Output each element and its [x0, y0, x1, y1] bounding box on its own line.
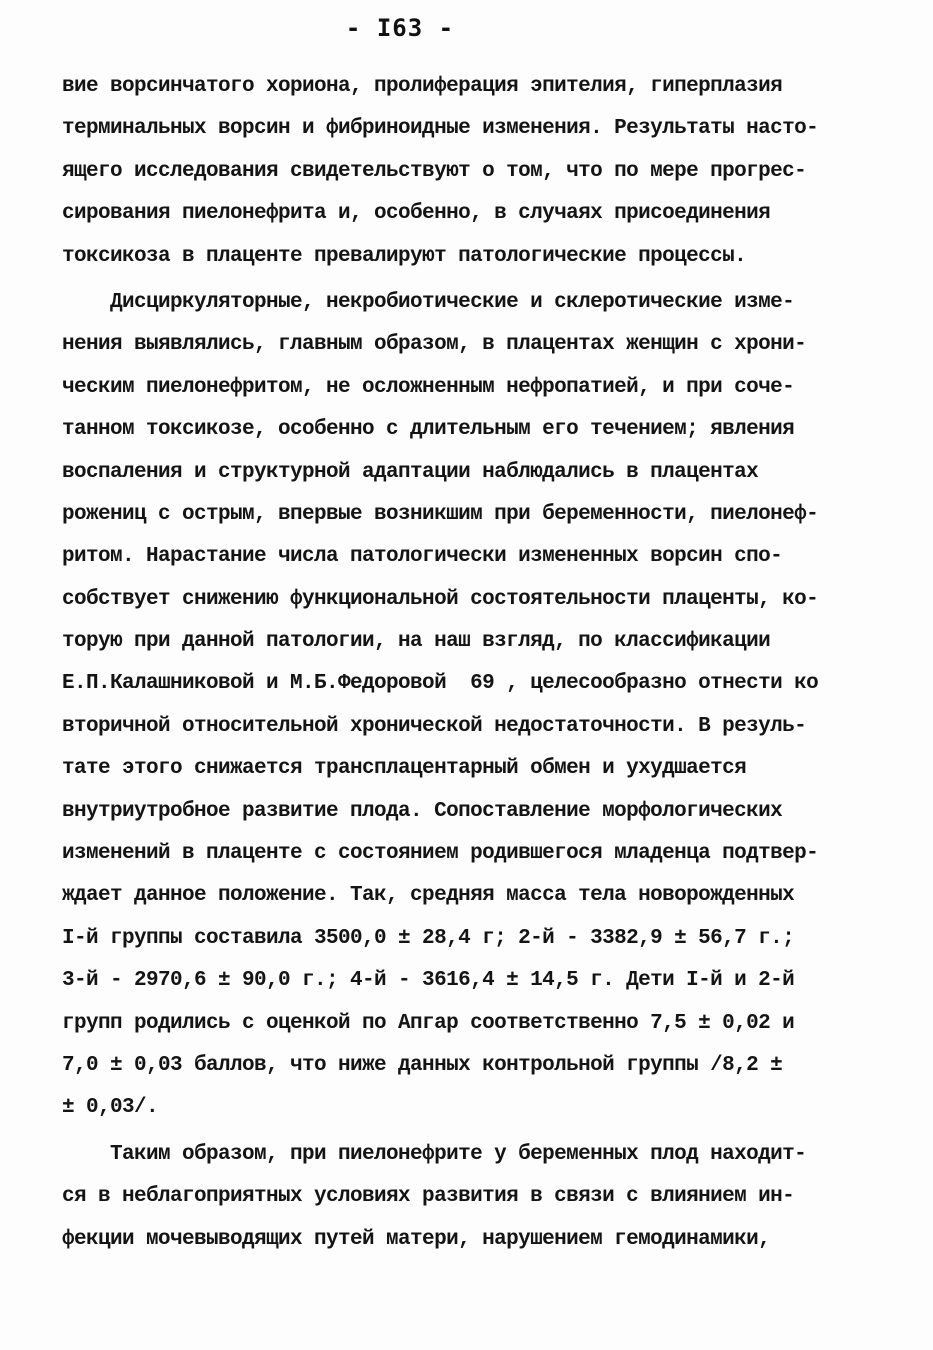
text-line: фекции мочевыводящих путей матери, нарушением гемодинамики, [62, 1227, 771, 1251]
text-line: танном токсикозе, особенно с длительным его течением; явления [62, 418, 795, 442]
paragraph-1 [62, 66, 882, 278]
text-line: 7,0 ± 0,03 баллов, что ниже данных контрольной группы /8,2 ± [62, 1053, 783, 1077]
text-line: токсикоза в плаценте превалируют патологические процессы. [62, 244, 747, 268]
text-line: вие ворсинчатого хориона, пролиферация эпителия, гиперплазия [62, 75, 783, 98]
text-line: торую при данной патологии, на наш взгляд, по классификации [62, 630, 771, 654]
text-line: внутриутробное развитие плода. Сопоставление морфологических [62, 799, 783, 823]
text-line: I-й группы составила 3500,0 ± 28,4 г; 2-й - 3382,9 ± 56,7 г.; [62, 926, 795, 950]
text-line: изменений в плаценте с состоянием родившегося младенца подтвер- [62, 842, 819, 866]
text-line: Таким образом, при пиелонефрите у беременных плод находит- [62, 1142, 807, 1166]
text-line: сирования пиелонефрита и, особенно, в случаях присоединения [62, 202, 771, 226]
text-line: собствует снижению функциональной состоятельности плаценты, ко- [62, 587, 819, 611]
text-line: ритом. Нарастание числа патологически измененных ворсин спо- [62, 545, 783, 569]
text-line: ± 0,03/. [62, 1096, 159, 1120]
text-line: групп родились с оценкой по Апгар соответственно 7,5 ± 0,02 и [62, 1011, 795, 1035]
text-line: 3-й - 2970,6 ± 90,0 г.; 4-й - 3616,4 ± 14,5 г. Дети I-й и 2-й [62, 969, 795, 993]
paragraph-3 [62, 1134, 882, 1261]
text-line: терминальных ворсин и фибриноидные изменения. Результаты насто- [62, 117, 819, 141]
page-number: - I63 - [345, 14, 455, 42]
text-line: рожениц с острым, впервые возникшим при беременности, пиелонеф- [62, 502, 819, 526]
text-line: Дисциркуляторные, некробиотические и склеротические изме- [62, 290, 795, 314]
text-line: вторичной относительной хронической недостаточности. В резуль- [62, 714, 807, 738]
paragraph-2 [62, 282, 882, 1130]
text-line: тате этого снижается трансплацентарный обмен и ухудшается [62, 757, 747, 781]
text-line: воспаления и структурной адаптации наблюдались в плацентах [62, 460, 759, 484]
text-line: ящего исследования свидетельствуют о том, что по мере прогрес- [62, 159, 807, 183]
text-line: ждает данное положение. Так, средняя масса тела новорожденных [62, 884, 795, 908]
text-line: нения выявлялись, главным образом, в плацентах женщин с хрони- [62, 333, 807, 357]
text-line: ся в неблагоприятных условиях развития в связи с влиянием ин- [62, 1185, 795, 1209]
text-line: ческим пиелонефритом, не осложненным нефропатией, и при соче- [62, 375, 795, 399]
body-text [62, 66, 882, 1261]
text-line: Е.П.Калашниковой и М.Б.Федоровой 69 , целесообразно отнести ко [62, 672, 819, 696]
